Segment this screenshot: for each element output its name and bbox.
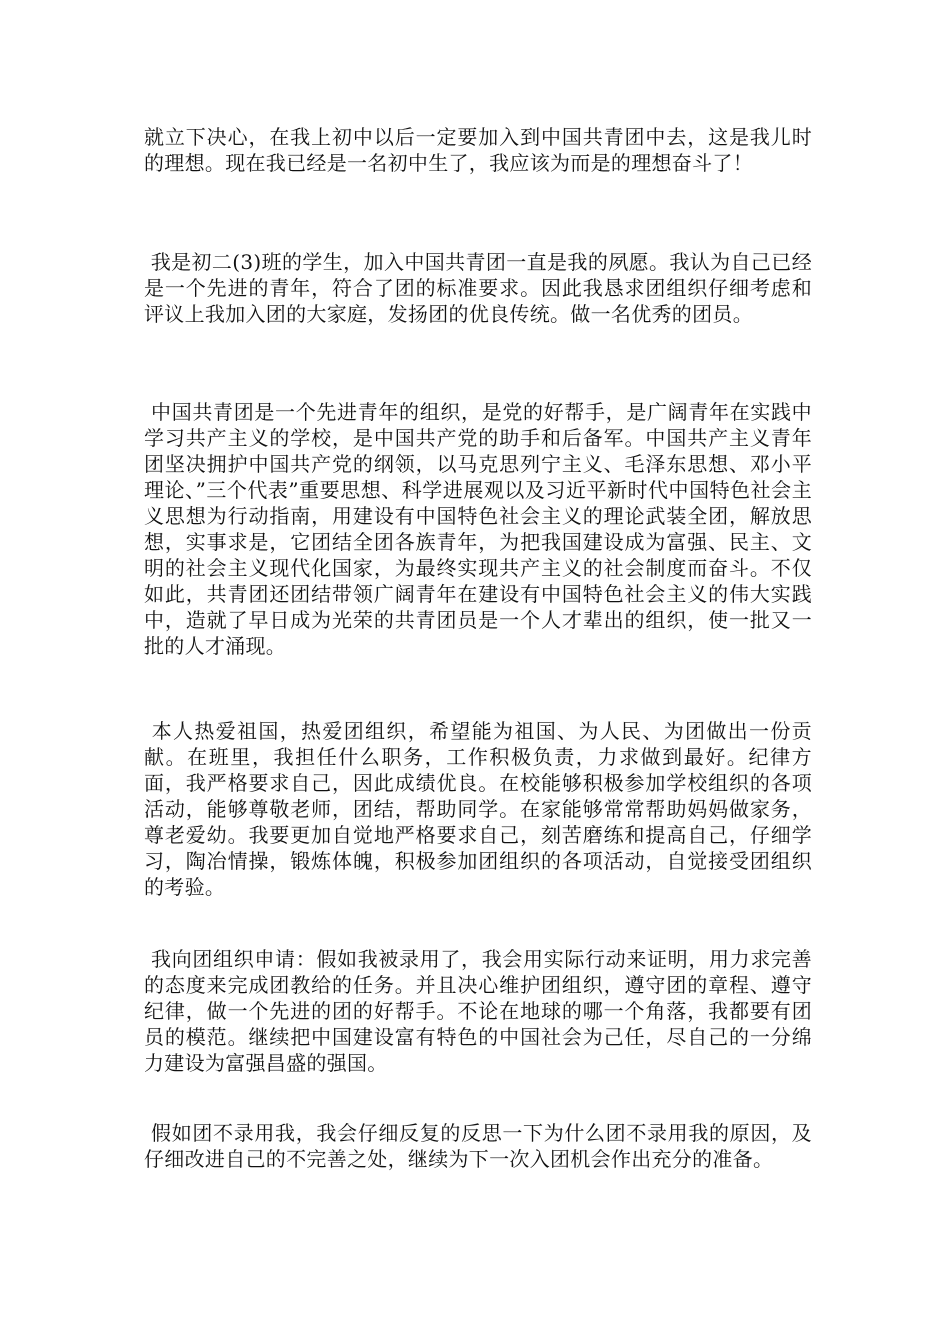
paragraph-6: 假如团不录用我，我会仔细反复的反思一下为什么团不录用我的原因，及仔细改进自己的不完善之处，继续为下一次入团机会作出充分的准备。: [144, 1121, 812, 1171]
paragraph-2: 我是初二(3)班的学生，加入中国共青团一直是我的夙愿。我认为自己已经是一个先进的青年，符合了团的标准要求。因此我恳求团组织仔细考虑和评议上我加入团的大家庭，发扬团的优良传统。做一名优秀的团员。: [144, 250, 812, 326]
paragraph-3: 中国共青团是一个先进青年的组织，是党的好帮手，是广阔青年在实践中学习共产主义的学校，是中国共产党的助手和后备军。中国共产主义青年团坚决拥护中国共产党的纲领，以马克思列宁主义、毛泽东思想、邓小平理论、”三个代表”重要思想、科学进展观以及习近平新时代中国特色社会主义思想为行动指南，用建设有中国特色社会主义的理论武装全团，解放思想，实事求是，它团结全团各族青年，为把我国建设成为富强、民主、文明的社会主义现代化国家，为最终实现共产主义的社会制度而奋斗。不仅如此，共青团还团结带领广阔青年在建设有中国特色社会主义的伟大实践中，造就了早日成为光荣的共青团员是一个人才辈出的组织，使一批又一批的人才涌现。: [144, 400, 812, 658]
paragraph-4: 本人热爱祖国，热爱团组织，希望能为祖国、为人民、为团做出一份贡献。在班里，我担任什么职务，工作积极负责，力求做到最好。纪律方面，我严格要求自己，因此成绩优良。在校能够积极参加学校组织的各项活动，能够尊敬老师，团结，帮助同学。在家能够常常帮助妈妈做家务，尊老爱幼。我要更加自觉地严格要求自己，刻苦磨练和提高自己，仔细学习，陶冶情操，锻炼体魄，积极参加团组织的各项活动，自觉接受团组织的考验。: [144, 719, 812, 899]
paragraph-5: 我向团组织申请：假如我被录用了，我会用实际行动来证明，用力求完善的态度来完成团教给的任务。并且决心维护团组织，遵守团的章程、遵守纪律，做一个先进的团的好帮手。不论在地球的哪一个角落，我都要有团员的模范。继续把中国建设富有特色的中国社会为己任，尽自己的一分绵力建设为富强昌盛的强国。: [144, 947, 812, 1075]
paragraph-1: 就立下决心，在我上初中以后一定要加入到中国共青团中去，这是我儿时的理想。现在我已经是一名初中生了，我应该为而是的理想奋斗了！: [144, 125, 812, 175]
